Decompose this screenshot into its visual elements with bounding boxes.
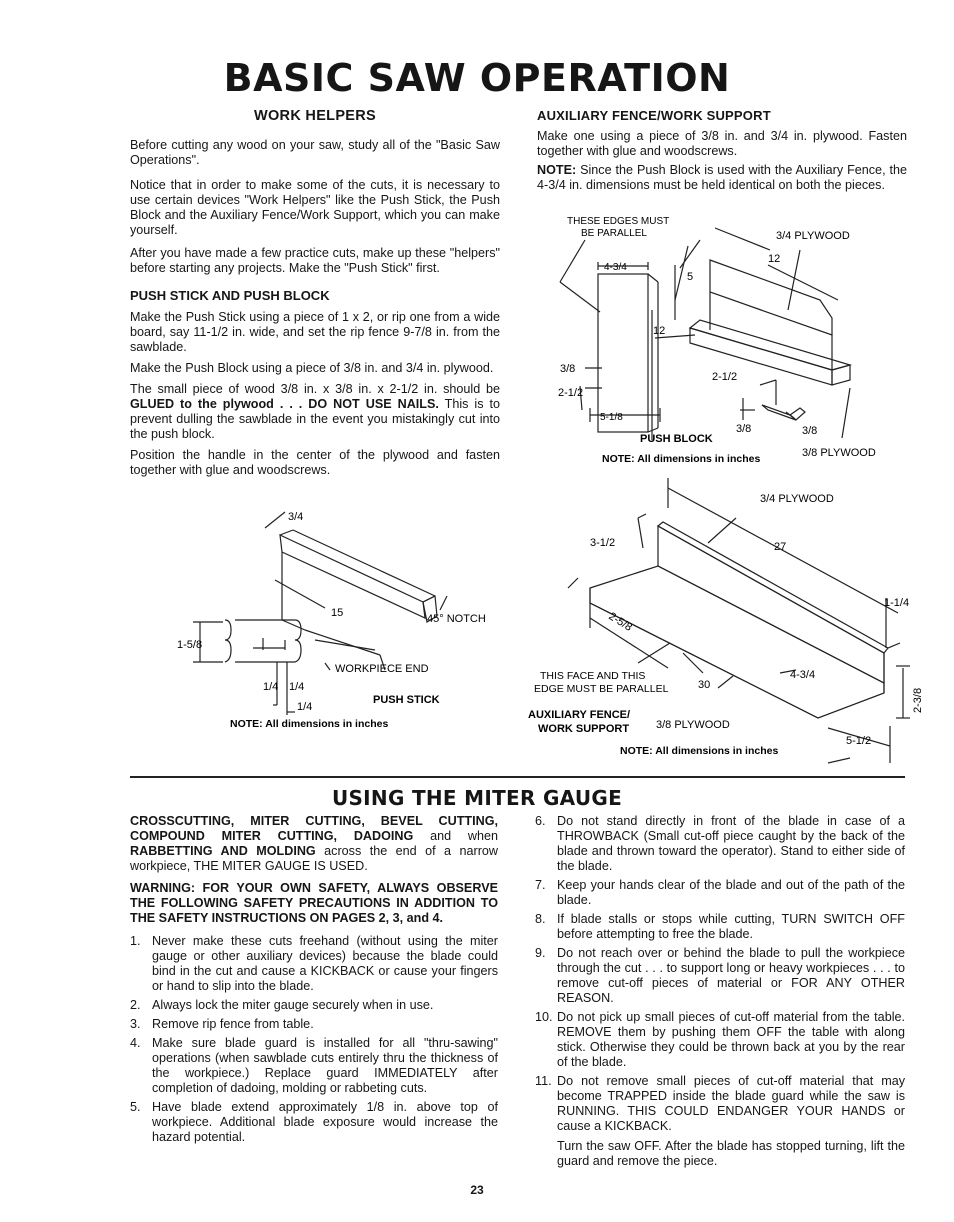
push-block-diagram — [540, 210, 900, 475]
dim-label: 4-3/4 — [604, 262, 627, 273]
paragraph: Make one using a piece of 3/8 in. and 3/4 in. plywood. Fasten together with glue and woodscrews. — [537, 129, 907, 158]
aux-caption-2: WORK SUPPORT — [538, 723, 630, 735]
dimensions-note: NOTE: All dimensions in inches — [602, 453, 761, 465]
aux-fence-diagram — [528, 478, 928, 773]
dim-label: 12 — [768, 253, 781, 265]
dim-label: 3-1/2 — [590, 537, 616, 549]
paragraph: After you have made a few practice cuts, make up these "helpers" before starting any projects. Make the "Push Stick" first. — [130, 246, 500, 275]
paragraph — [537, 163, 907, 193]
page-number: 23 — [470, 1183, 484, 1197]
item-11-followup: Turn the saw OFF. After the blade has stopped turning, lift the guard and remove the piece. — [557, 1139, 905, 1168]
miter-left-column — [130, 814, 498, 1149]
intro-paragraph — [130, 814, 498, 874]
precautions-list-right — [535, 814, 905, 1169]
paragraph: Notice that in order to make some of the cuts, it is necessary to use certain devices "Work Helpers" like the Push Stick, the Push Block and the Auxiliary Fence/Work Support, which you can make yourself. — [130, 178, 500, 237]
dim-label: 1/4 — [263, 681, 279, 693]
precautions-list-left — [130, 934, 498, 1145]
ply34-label: 3/4 PLYWOOD — [776, 230, 850, 242]
aux-caption-1: AUXILIARY FENCE/ — [528, 709, 631, 721]
push-block-caption: PUSH BLOCK — [640, 433, 713, 445]
miter-right-column — [535, 814, 905, 1173]
safety-warning: WARNING: FOR YOUR OWN SAFETY, ALWAYS OBSERVE THE FOLLOWING SAFETY PRECAUTIONS IN ADDITION TO THE SAFETY INSTRUCTIONS ON PAGES 2, 3, and 4. — [130, 881, 498, 925]
list-item: 5. Have blade extend approximately 1/8 in. above top of workpiece. Additional blade exposure would increase the hazard potential. — [130, 1100, 498, 1144]
dim-label: 1-5/8 — [177, 639, 203, 651]
list-item: 2. Always lock the miter gauge securely when in use. — [130, 998, 434, 1012]
dim-label: 5-1/8 — [600, 412, 623, 423]
paragraph: Make the Push Block using a piece of 3/8 in. and 3/4 in. plywood. — [130, 361, 494, 375]
list-item: 9. Do not reach over or behind the blade to pull the workpiece through the cut . . . to support long or heavy workpieces . . . to remove cut-off pieces of material or FOR ANY OTHER REASON. — [535, 946, 905, 1005]
push-stick-diagram — [175, 500, 510, 735]
dim-label: 3/8 — [802, 425, 818, 437]
ply38-label: 3/8 PLYWOOD — [656, 719, 730, 731]
list-item: 4. Make sure blade guard is installed for all "thru-sawing" operations (when sawblade cuts entirely thru the thickness of the workpiece.) Replace guard IMMEDIATELY after completion of dadoing, molding or rabbeting cuts. — [130, 1036, 498, 1095]
ply34-label: 3/4 PLYWOOD — [760, 493, 834, 505]
text-span: This is to prevent dulling the sawblade in the event you mistakingly cut into the push block. — [130, 397, 500, 441]
dim-label: 1-1/4 — [884, 597, 910, 609]
paragraph: Before cutting any wood on your saw, study all of the "Basic Saw Operations". — [130, 138, 500, 167]
parallel-label-1: THIS FACE AND THIS — [540, 670, 646, 682]
dim-label: 5 — [687, 271, 694, 283]
dim-label: 1/4 — [297, 701, 313, 713]
edges-label-1: THESE EDGES MUST — [567, 216, 670, 227]
dim-label: 3/8 — [736, 423, 752, 435]
edges-label-2: BE PARALLEL — [581, 228, 647, 239]
dim-label: 12 — [653, 325, 666, 337]
text-span: and when — [413, 829, 498, 843]
dim-label: 15 — [331, 607, 344, 619]
dim-label: 1/4 — [289, 681, 305, 693]
paragraph — [130, 382, 500, 442]
work-helpers-heading: WORK HELPERS — [253, 108, 377, 124]
list-item: 7. Keep your hands clear of the blade and out of the path of the blade. — [535, 878, 905, 907]
notch-label: 45° NOTCH — [427, 613, 486, 625]
text-span: across the end of a narrow workpiece, THE MITER GAUGE IS USED. — [130, 844, 499, 873]
list-item: 3. Remove rip fence from table. — [130, 1017, 314, 1031]
ply38-label: 3/8 PLYWOOD — [802, 447, 876, 459]
paragraph: Make the Push Stick using a piece of 1 x 2, or rip one from a wide board, say 11-1/2 in. wide, and set the rip fence 9-7/8 in. from the sawblade. — [130, 310, 500, 354]
list-item: 10. Do not pick up small pieces of cut-off material from the table. REMOVE them by pushing them OFF the table with along stick. Otherwise they could be thrown back at you by the rear of the blade. — [535, 1010, 905, 1069]
dimensions-note: NOTE: All dimensions in inches — [620, 745, 779, 757]
dim-label: 2-1/2 — [558, 387, 584, 399]
note-label: NOTE: — [537, 163, 577, 177]
list-item: 8. If blade stalls or stops while cutting, TURN SWITCH OFF before attempting to free the blade. — [535, 912, 905, 941]
push-stick-caption: PUSH STICK — [373, 694, 440, 706]
section-divider — [130, 776, 905, 778]
miter-gauge-heading: USING THE MITER GAUGE — [331, 786, 623, 810]
aux-fence-section — [537, 108, 907, 193]
glued-warning: GLUED to the plywood . . . DO NOT USE NAILS. — [130, 397, 439, 411]
intro-bold: RABBETTING AND MOLDING — [130, 844, 316, 858]
note-text: Since the Push Block is used with the Auxiliary Fence, the 4-3/4 in. dimensions must be held identical on both the pieces. — [537, 163, 907, 192]
dim-label: 5-1/2 — [846, 735, 872, 747]
dim-label: 2-3/8 — [912, 687, 924, 713]
work-helpers-section — [130, 108, 500, 478]
dim-label: 2-5/8 — [606, 610, 635, 634]
dim-label: 27 — [774, 541, 787, 553]
dim-label: 30 — [698, 679, 711, 691]
parallel-label-2: EDGE MUST BE PARALLEL — [534, 683, 669, 695]
push-stick-block-heading: PUSH STICK AND PUSH BLOCK — [130, 288, 330, 303]
dim-label: 3/4 — [288, 511, 304, 523]
list-item: 6. Do not stand directly in front of the blade in case of a THROWBACK (Small cut-off piece caught by the back of the blade and thrown toward the operator). Stand to either side of the blade. — [535, 814, 905, 873]
aux-fence-heading: AUXILIARY FENCE/WORK SUPPORT — [537, 108, 771, 123]
list-item: 1. Never make these cuts freehand (without using the miter gauge or other auxiliary devices) because the blade could bind in the cut and cause a KICKBACK or cause your fingers or hand to slip into the blade. — [130, 934, 498, 993]
intro-bold: CROSSCUTTING, MITER CUTTING, BEVEL CUTTING, COMPOUND MITER CUTTING, DADOING — [130, 814, 498, 843]
page-title: BASIC SAW OPERATION — [223, 56, 731, 100]
list-item: 11. Do not remove small pieces of cut-off material that may become TRAPPED inside the blade guard while the saw is RUNNING. THIS COULD ENDANGER YOUR HANDS or cause a KICKBACK. Turn the saw OFF. After the blade has stopped turning, lift the guard and remove the piece. — [535, 1074, 905, 1168]
dim-label: 4-3/4 — [790, 669, 816, 681]
paragraph: Position the handle in the center of the plywood and fasten together with glue and woodscrews. — [130, 448, 500, 477]
dim-label: 2-1/2 — [712, 371, 738, 383]
dimensions-note: NOTE: All dimensions in inches — [230, 718, 389, 730]
workpiece-end-label: WORKPIECE END — [335, 663, 429, 675]
text-span: The small piece of wood 3/8 in. x 3/8 in. x 2-1/2 in. should be — [130, 382, 500, 396]
dim-label: 3/8 — [560, 363, 576, 375]
